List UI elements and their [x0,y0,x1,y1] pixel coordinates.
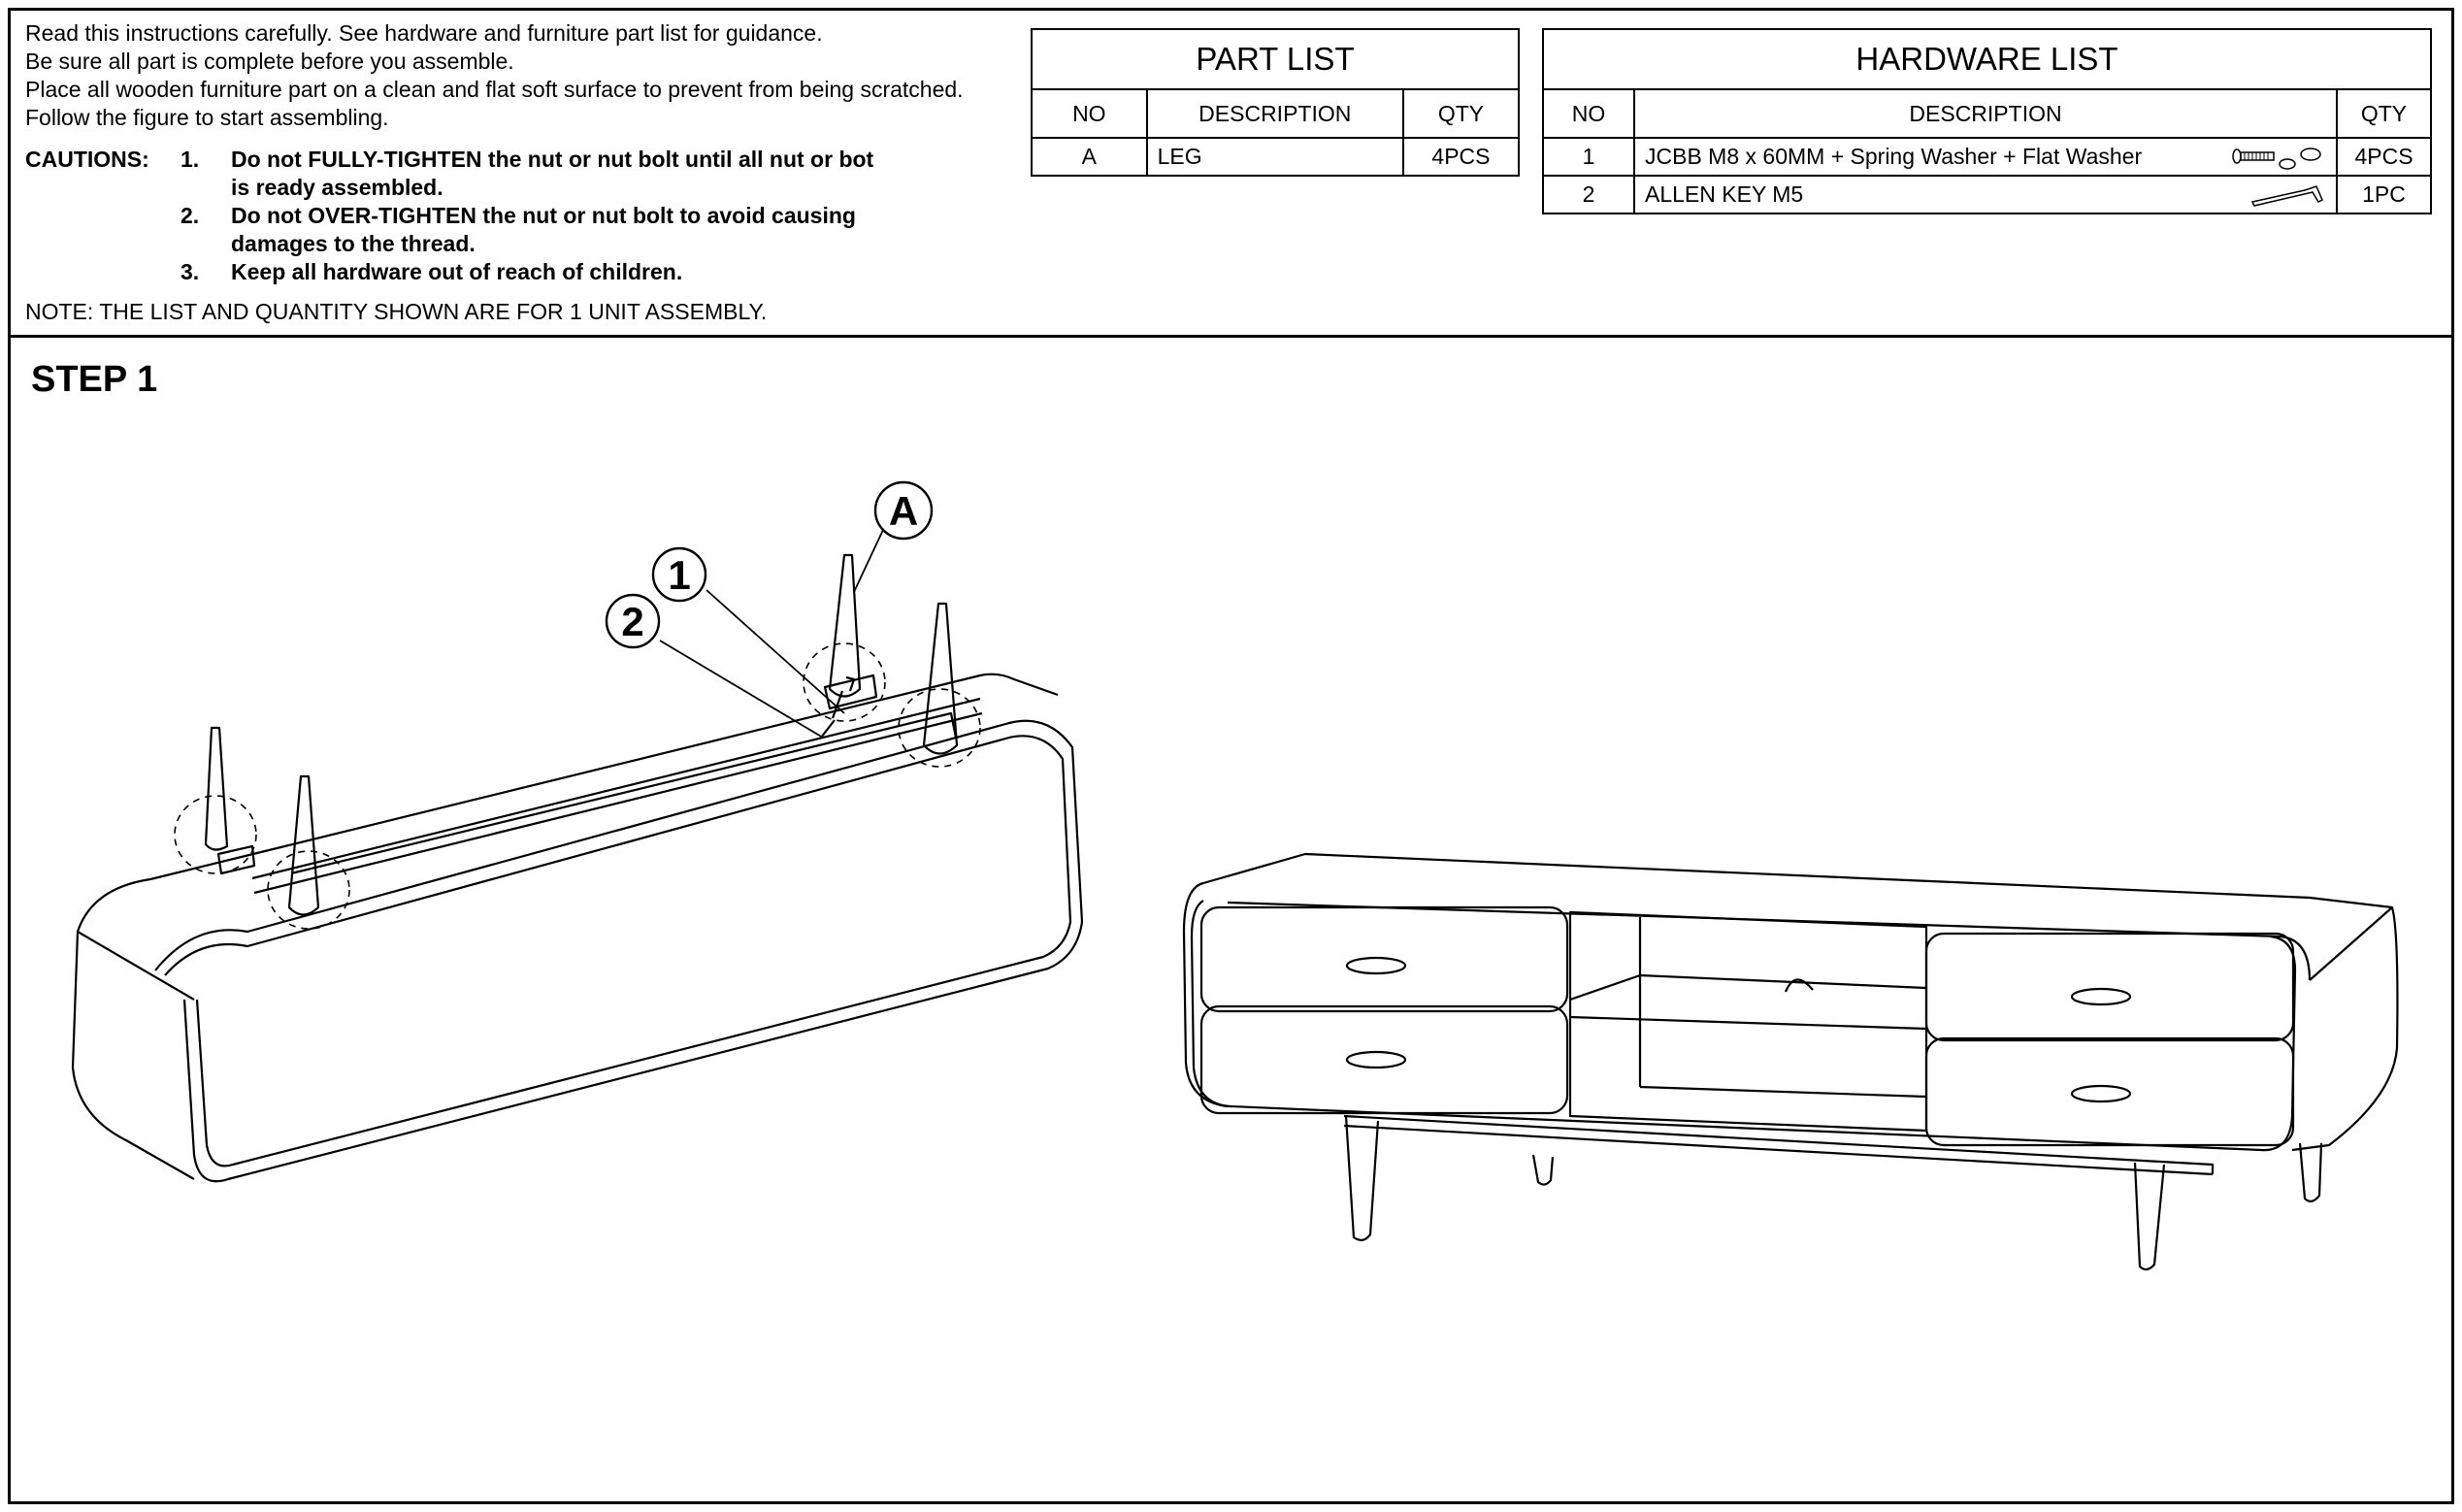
caution-number: 1. [181,147,200,172]
hardware-description: JCBB M8 x 60MM + Spring Washer + Flat Washer [1645,144,2143,169]
caution-text: is ready assembled. [231,175,443,200]
hardware-no: 2 [1543,176,1634,214]
intro-line: Be sure all part is complete before you assemble. [25,49,514,74]
part-description: LEG [1147,138,1403,176]
callout-label: 1 [668,552,691,598]
part-list-title: PART LIST [1032,29,1519,89]
part-list-header-qty: QTY [1403,89,1519,138]
hardware-qty: 1PC [2337,176,2431,214]
hardware-no: 1 [1543,138,1634,176]
cabinet-upside-down-illustration [73,555,1082,1181]
part-list-header-description: DESCRIPTION [1147,89,1403,138]
leg-illustration [206,555,957,915]
hardware-list-header-description: DESCRIPTION [1634,89,2337,138]
part-list-header-no: NO [1032,89,1147,138]
hardware-list-header-qty: QTY [2337,89,2431,138]
part-qty: 4PCS [1403,138,1519,176]
caution-text: Do not OVER-TIGHTEN the nut or nut bolt to avoid causing [231,203,856,228]
caution-number: 3. [181,259,200,284]
caution-text: Do not FULLY-TIGHTEN the nut or nut bolt until all nut or bot [231,147,874,172]
callout-label: 2 [621,599,644,644]
caution-text: damages to the thread. [231,231,476,256]
cabinet-assembled-illustration [1184,854,2397,1269]
callout-2 [607,595,659,647]
intro-line: Read this instructions carefully. See hardware and furniture part list for guidance. [25,20,823,46]
caution-number: 2. [181,203,200,228]
intro-line: Place all wooden furniture part on a clean and flat soft surface to prevent from being scratched. [25,77,964,102]
hardware-list-title: HARDWARE LIST [1543,29,2431,89]
hardware-qty: 4PCS [2337,138,2431,176]
hardware-list-header-no: NO [1543,89,1634,138]
callout-a [875,482,932,539]
caution-text: Keep all hardware out of reach of children. [231,259,683,284]
intro-line: Follow the figure to start assembling. [25,105,389,130]
step-title: STEP 1 [31,359,158,400]
hardware-description: ALLEN KEY M5 [1645,181,1804,207]
callout-1 [653,548,706,601]
cautions-label: CAUTIONS: [25,147,149,172]
callout-label: A [888,488,919,534]
part-no: A [1032,138,1147,176]
assembly-note: NOTE: THE LIST AND QUANTITY SHOWN ARE FOR 1 UNIT ASSEMBLY. [25,299,768,324]
